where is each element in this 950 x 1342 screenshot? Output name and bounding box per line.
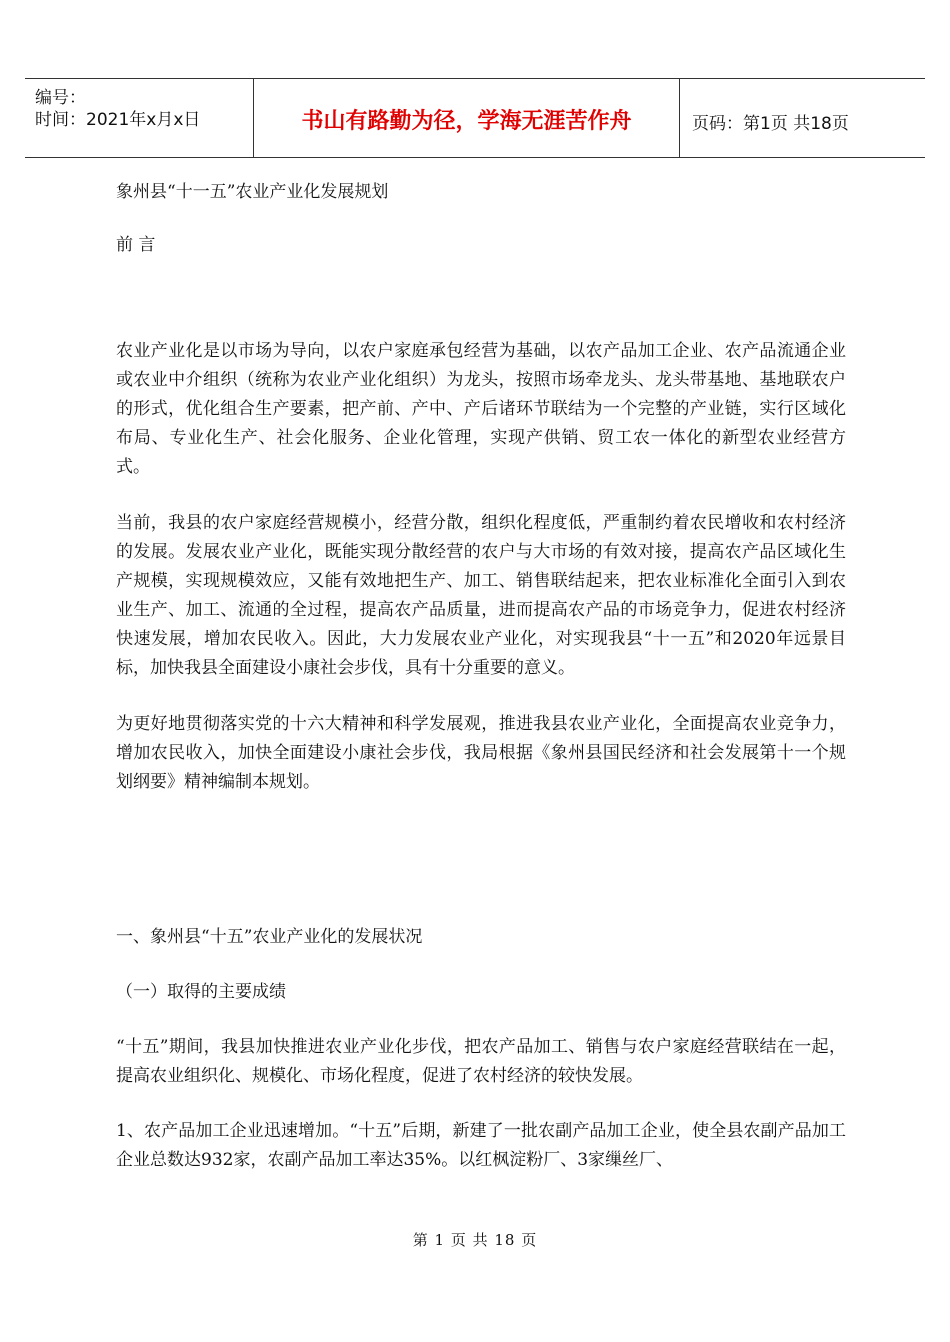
header-page-info: 页码：第1页 共18页	[692, 114, 849, 134]
header-motto: 书山有路勤为径，学海无涯苦作舟	[301, 109, 632, 134]
header-page-cell	[680, 79, 925, 157]
paragraph: 当前，我县的农户家庭经营规模小，经营分散，组织化程度低，严重制约着农民增收和农村经济的发展。发展农业产业化，既能实现分散经营的农户与大市场的有效对接，提高农产品区域化生产规模，实现规模效应，又能有效地把生产、加工、销售联结起来，把农业标准化全面引入到农业生产、加工、流通的全过程，提高农产品质量，进而提高农产品的市场竞争力，促进农村经济快速发展，增加农民收入。因此，大力发展农业产业化，对实现我县“十一五”和2020年远景目标，加快我县全面建设小康社会步伐，具有十分重要的意义。	[116, 513, 846, 678]
paragraph: 农业产业化是以市场为导向，以农户家庭承包经营为基础，以农产品加工企业、农产品流通企业或农业中介组织（统称为农业产业化组织）为龙头，按照市场牵龙头、龙头带基地、基地联农户的形式，优化组合生产要素，把产前、产中、产后诸环节联结为一个完整的产业链，实行区域化布局、专业化生产、社会化服务、企业化管理，实现产供销、贸工农一体化的新型农业经营方式。	[116, 341, 846, 477]
page-footer: 第 1 页 共 18 页	[412, 1231, 538, 1249]
doc-time-label: 时间：2021年x月x日	[35, 110, 201, 130]
document-body	[116, 178, 846, 1175]
paragraph: 1、农产品加工企业迅速增加。“十五”后期，新建了一批农副产品加工企业，使全县农副产品加工企业总数达932家，农副产品加工率达35%。以红枫淀粉厂、3家缫丝厂、	[116, 1121, 846, 1170]
paragraph: 为更好地贯彻落实党的十六大精神和科学发展观，推进我县农业产业化，全面提高农业竞争力，增加农民收入，加快全面建设小康社会步伐，我局根据《象州县国民经济和社会发展第十一个规划纲要》精神编制本规划。	[116, 714, 846, 792]
header-motto-cell	[254, 79, 680, 157]
doc-title: 象州县“十一五”农业产业化发展规划	[116, 182, 389, 202]
doc-number-label: 编号：	[35, 88, 86, 108]
header-meta-cell	[25, 79, 254, 157]
section-heading: 一、象州县“十五”农业产业化的发展状况	[116, 927, 423, 947]
subsection-heading: （一）取得的主要成绩	[116, 982, 286, 1002]
document-header	[25, 78, 925, 158]
paragraph: “十五”期间，我县加快推进农业产业化步伐，把农产品加工、销售与农户家庭经营联结在一起，提高农业组织化、规模化、市场化程度，促进了农村经济的较快发展。	[116, 1037, 846, 1086]
preface-heading: 前 言	[116, 235, 156, 255]
